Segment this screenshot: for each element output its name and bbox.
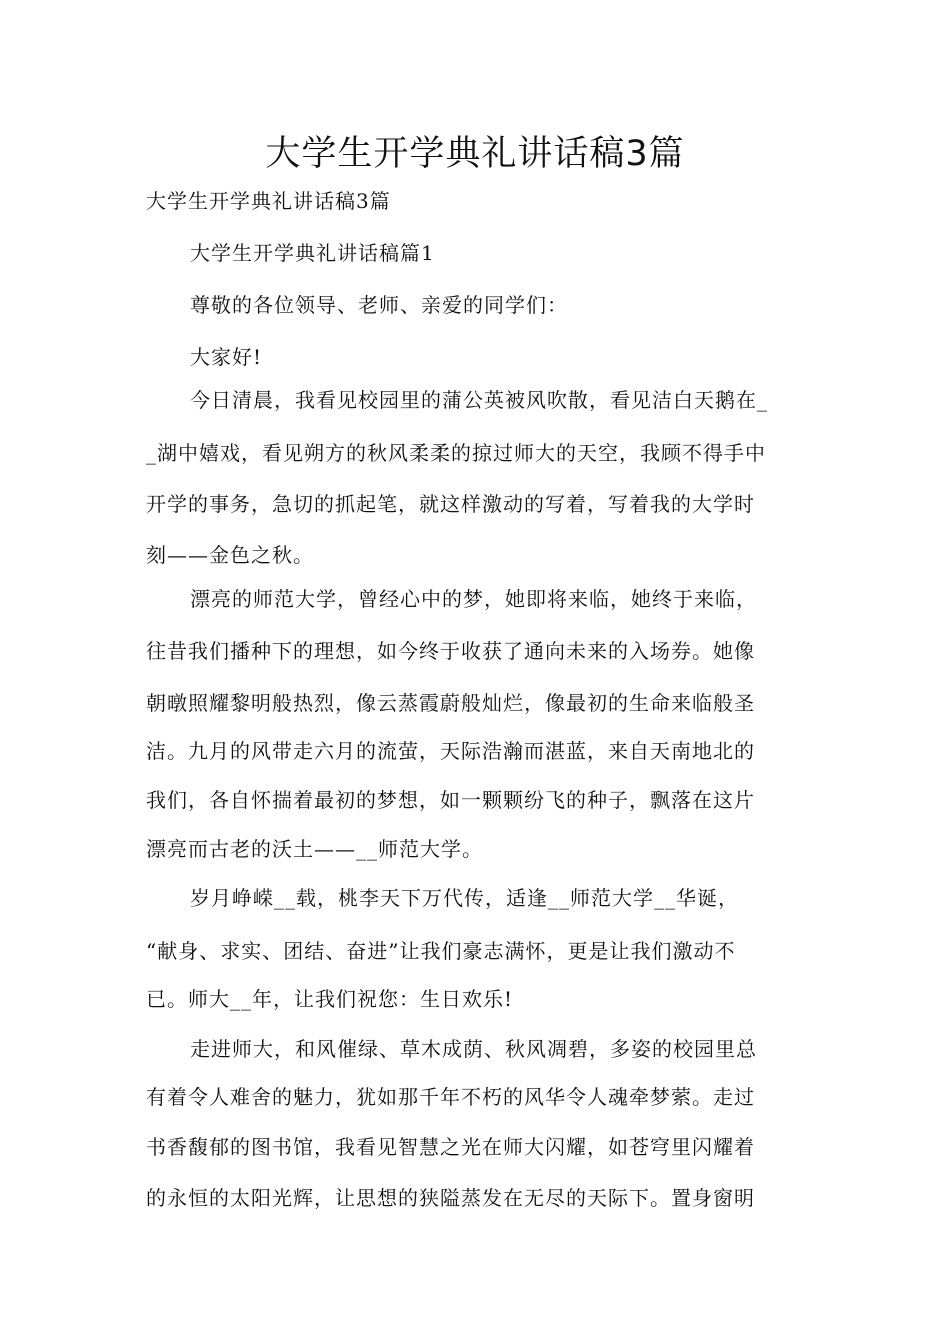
paragraph-1-line-1: 今日清晨，我看见校园里的蒲公英被风吹散，看见洁白天鹅在_ xyxy=(190,388,768,412)
paragraph-1-line-4: 刻——金色之秋。 xyxy=(146,543,314,567)
paragraph-2-line-1: 漂亮的师范大学，曾经心中的梦，她即将来临，她终于来临， xyxy=(190,587,757,611)
document-title: 大学生开学典礼讲话稿3篇 xyxy=(265,134,685,174)
paragraph-2-line-3: 朝暾照耀黎明般热烈，像云蒸霞蔚般灿烂，像最初的生命来临般圣 xyxy=(146,691,755,715)
paragraph-2-line-6: 漂亮而古老的沃土——__师范大学。 xyxy=(146,837,483,861)
paragraph-2-line-4: 洁。九月的风带走六月的流萤，天际浩瀚而湛蓝，来自天南地北的 xyxy=(146,739,755,763)
paragraph-1-line-3: 开学的事务，急切的抓起笔，就这样激动的写着，写着我的大学时 xyxy=(146,492,755,516)
paragraph-2-line-5: 我们，各自怀揣着最初的梦想，如一颗颗纷飞的种子，飘落在这片 xyxy=(146,788,755,812)
section-heading: 大学生开学典礼讲话稿篇1 xyxy=(190,241,435,265)
paragraph-3-line-1: 岁月峥嵘__载，桃李天下万代传，适逢__师范大学__华诞， xyxy=(190,886,739,910)
salutation: 尊敬的各位领导、老师、亲爱的同学们： xyxy=(190,293,568,317)
paragraph-3-line-3: 已。师大__年，让我们祝您：生日欢乐! xyxy=(146,987,514,1011)
paragraph-4-line-4: 的永恒的太阳光辉，让思想的狭隘蒸发在无尽的天际下。置身窗明 xyxy=(146,1186,755,1210)
paragraph-4-line-2: 有着令人难舍的魅力，犹如那千年不朽的风华令人魂牵梦萦。走过 xyxy=(146,1085,755,1109)
document-subtitle: 大学生开学典礼讲话稿3篇 xyxy=(146,189,391,213)
paragraph-4-line-1: 走进师大，和风催绿、草木成荫、秋风凋碧，多姿的校园里总 xyxy=(190,1037,757,1061)
greeting: 大家好! xyxy=(190,345,263,369)
paragraph-3-line-2: “献身、求实、团结、奋进”让我们豪志满怀，更是让我们激动不 xyxy=(146,939,736,963)
paragraph-1-line-2: _湖中嬉戏，看见朔方的秋风柔柔的掠过师大的天空，我顾不得手中 xyxy=(146,441,766,465)
paragraph-4-line-3: 书香馥郁的图书馆，我看见智慧之光在师大闪耀，如苍穹里闪耀着 xyxy=(146,1135,755,1159)
paragraph-2-line-2: 往昔我们播种下的理想，如今终于收获了通向未来的入场券。她像 xyxy=(146,639,755,663)
